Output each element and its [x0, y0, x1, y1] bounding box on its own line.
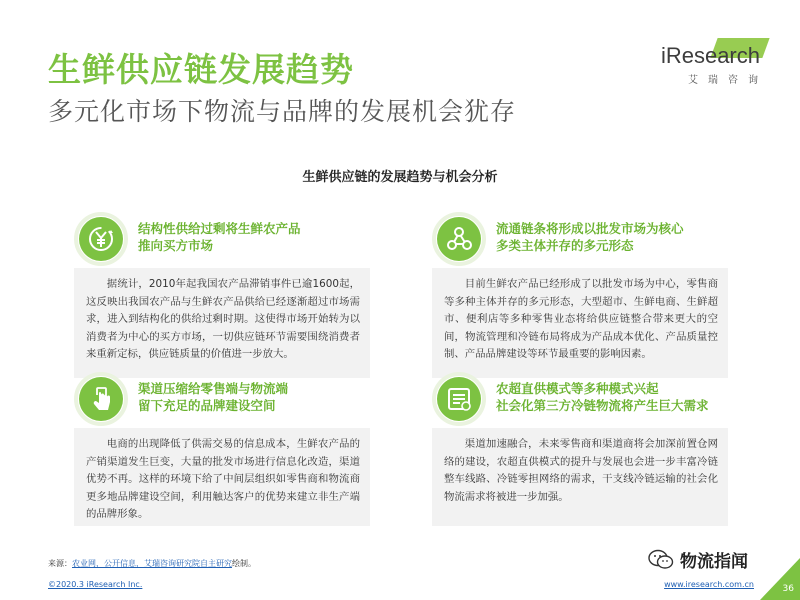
- brand-logo-text: iResearch: [660, 43, 760, 68]
- card-body: 电商的出现降低了供需交易的信息成本，生鲜农产品的产销渠道发生巨变，大量的批发市场进行信息化改造，渠道优势不再。这样的环境下给了中间层组织如零售商和物流商更多地品牌建设空间，利用触达客户的优势来建立非生产端的品牌形象。: [74, 428, 370, 526]
- website-link[interactable]: www.iresearch.com.cn: [664, 580, 754, 589]
- copyright[interactable]: ©2020.3 iResearch Inc.: [48, 580, 143, 589]
- page-corner: [760, 558, 800, 600]
- source-suffix: 绘制。: [232, 559, 256, 568]
- source-label: 来源：: [48, 559, 72, 568]
- brand-cn-name: 艾瑞咨询: [688, 75, 768, 86]
- iresearch-logo-icon: [661, 44, 760, 68]
- card-heading: 流通链条将形成以批发市场为核心 多类主体并存的多元形态: [496, 221, 684, 253]
- network-nodes-icon: [432, 212, 486, 266]
- hand-tap-icon: [74, 372, 128, 426]
- trend-card-4: [432, 372, 728, 532]
- yen-coin-icon: [74, 212, 128, 266]
- card-body: 目前生鲜农产品已经形成了以批发市场为中心，零售商等多种主体并存的多元形态，大型超市、生鲜电商、生鲜超市、便利店等多种零售业态将给供应链整合带来更大的空间，物流管理和冷链布局将成为产品成本优化、产品质量控制、产品品牌建设等环节最重要的影响因素。: [432, 268, 728, 378]
- card-body: 据统计，2010年起我国农产品滞销事件已逾1600起，这反映出我国农产品与生鲜农产品供给已经逐渐超过市场需求，进入到结构化的供给过剩时期。这使得市场开始转为以消费者为中心的买方市场，一切供应链环节需要围绕消费者来重新定标，供应链质量的价值进一步放大。: [74, 268, 370, 378]
- card-heading: 结构性供给过剩将生鲜农产品 推向买方市场: [138, 221, 301, 253]
- source-link[interactable]: 农业网，公开信息，艾瑞咨询研究院自主研究: [72, 559, 232, 568]
- card-heading: 渠道压缩给零售端与物流端 留下充足的品牌建设空间: [138, 381, 289, 413]
- section-heading: 生鲜供应链的发展趋势与机会分析: [302, 170, 498, 185]
- trend-card-3: [74, 372, 370, 532]
- card-heading: 农超直供模式等多种模式兴起 社会化第三方冷链物流将产生巨大需求: [496, 381, 709, 413]
- watermark: [648, 547, 748, 572]
- brand-logo: [645, 43, 768, 86]
- source-note: [48, 558, 256, 569]
- trend-card-1: [74, 212, 370, 378]
- page-title: 生鲜供应链发展趋势: [48, 50, 354, 89]
- cold-chain-truck-icon: [432, 372, 486, 426]
- watermark-text: 物流指闻: [680, 552, 748, 572]
- card-body: 渠道加速融合，未来零售商和渠道商将会加深前置仓网络的建设，农超直供模式的提升与发展也会进一步丰富冷链整车线路、冷链零担网络的需求，干支线冷链运输的社会化物流需求将被进一步加强。: [432, 428, 728, 526]
- trend-card-2: [432, 212, 728, 378]
- wechat-icon: [648, 549, 674, 571]
- page-subtitle: 多元化市场下物流与品牌的发展机会犹存: [48, 97, 517, 126]
- page-number: 36: [782, 584, 794, 594]
